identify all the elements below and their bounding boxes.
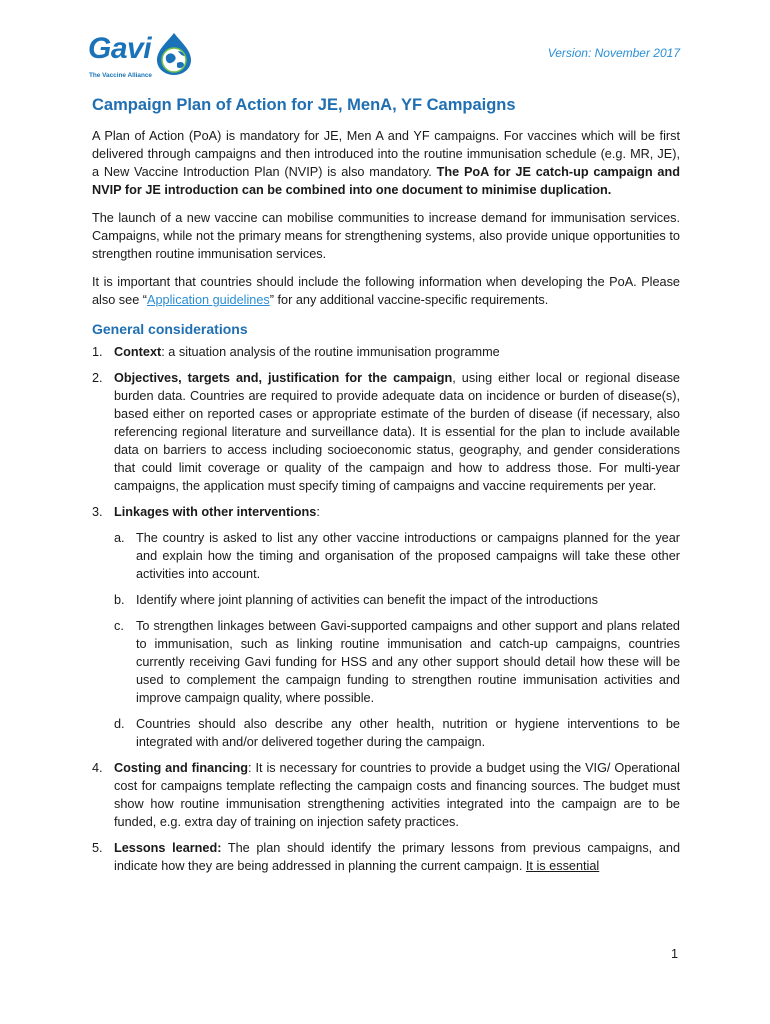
sublist-item	[114, 715, 680, 751]
document-body	[92, 94, 680, 883]
item-number: 1.	[92, 345, 103, 359]
linkages-sublist	[114, 529, 680, 751]
subitem-text: Identify where joint planning of activities can benefit the impact of the introductions	[136, 593, 598, 607]
item-text: :	[316, 505, 320, 519]
item-text: , using either local or regional disease burden data. Countries are required to provide adequate data on incidence or burden of disease(s), based either on reported cases or appropriate estimate of the burden of disease (if necessary, also referencing regional literature and surveillance data). It is essential for the plan to include available data on barriers to access including socioeconomic status, geography, and gender considerations that could limit coverage or quality of the campaign and how to address those. For multi-year campaigns, the application must specify timing of campaigns and vaccine requirements per year.	[114, 371, 680, 493]
list-item	[92, 369, 680, 495]
item-title: Context	[114, 345, 162, 359]
list-item	[92, 759, 680, 831]
item-text: The plan should identify the primary lessons from previous campaigns, and indicate how they are being addressed in planning the current campaign.	[114, 841, 680, 873]
intro-p1-bold: The PoA for JE catch-up campaign and NVIP for JE introduction can be combined into one document to minimise duplication.	[92, 165, 680, 197]
item-number: 2.	[92, 371, 103, 385]
item-text: : It is necessary for countries to provide a budget using the VIG/ Operational cost for campaigns template reflecting the campaign costs and financing sources. The budget must show how routine immunisation strengthening activities integrated into the campaign are to be funded, e.g. extra day of training on injection safety practices.	[114, 761, 680, 829]
item-title: Costing and financing	[114, 761, 249, 775]
subitem-letter: a.	[114, 531, 125, 545]
subitem-letter: b.	[114, 593, 125, 607]
sublist-item	[114, 591, 680, 609]
subitem-letter: c.	[114, 619, 124, 633]
document-title: Campaign Plan of Action for JE, MenA, YF Campaigns	[92, 96, 516, 114]
intro-p3-pre: It is important that countries should include the following information when developing the PoA. Please also see “	[92, 275, 680, 307]
version-label: Version: November 2017	[547, 46, 680, 60]
intro-paragraph-2: The launch of a new vaccine can mobilise communities to increase demand for immunisation services. Campaigns, while not the primary means for strengthening systems, also provide unique opportunities to strengthen routine immunisation services.	[92, 211, 680, 261]
item-number: 4.	[92, 761, 103, 775]
list-item	[92, 839, 680, 875]
considerations-list	[92, 343, 680, 875]
list-item	[92, 343, 680, 361]
page-number: 1	[670, 947, 678, 961]
sublist-item	[114, 529, 680, 583]
list-item	[92, 503, 680, 751]
subitem-text: Countries should also describe any other health, nutrition or hygiene interventions to be integrated with and/or delivered together during the campaign.	[136, 717, 680, 749]
item-title: Lessons learned:	[114, 841, 222, 855]
subitem-letter: d.	[114, 717, 125, 731]
section-heading: General considerations	[92, 321, 248, 337]
globe-drop-icon	[154, 32, 194, 76]
intro-paragraph-3	[92, 273, 680, 309]
sublist-item	[114, 617, 680, 707]
item-text: : a situation analysis of the routine immunisation programme	[161, 345, 500, 359]
item-title: Linkages with other interventions	[114, 505, 317, 519]
intro-p1-text: A Plan of Action (PoA) is mandatory for JE, Men A and YF campaigns. For vaccines which will be first delivered through campaigns and then introduced into the routine immunisation schedule (e.g. MR, JE), a New Vaccine Introduction Plan (NVIP) is also mandatory.	[92, 129, 680, 179]
subitem-text: To strengthen linkages between Gavi-supported campaigns and other support and plans related to immunisation, such as linking routine immunisation and catch-up campaigns, countries currently receiving Gavi funding for HSS and any other support should detail how these will be used to complement the campaign funding to strengthen routine immunisation activities and improve campaign quality, where possible.	[136, 619, 680, 705]
intro-p3-post: ” for any additional vaccine-specific requirements.	[269, 293, 549, 307]
item-number: 5.	[92, 841, 103, 855]
logo-tagline: The Vaccine Alliance	[89, 72, 152, 79]
intro-paragraph-1	[92, 127, 680, 199]
item-number: 3.	[92, 505, 103, 519]
item-title: Objectives, targets and, justification for the campaign	[114, 371, 453, 385]
item-underlined-text: It is essential	[525, 859, 600, 873]
logo-word: Gavi	[88, 32, 152, 65]
application-guidelines-link[interactable]: Application guidelines	[147, 293, 270, 307]
subitem-text: The country is asked to list any other vaccine introductions or campaigns planned for the year and explain how the timing and organisation of the proposed campaigns will take these other activities into account.	[136, 531, 680, 581]
gavi-logo	[88, 30, 200, 86]
